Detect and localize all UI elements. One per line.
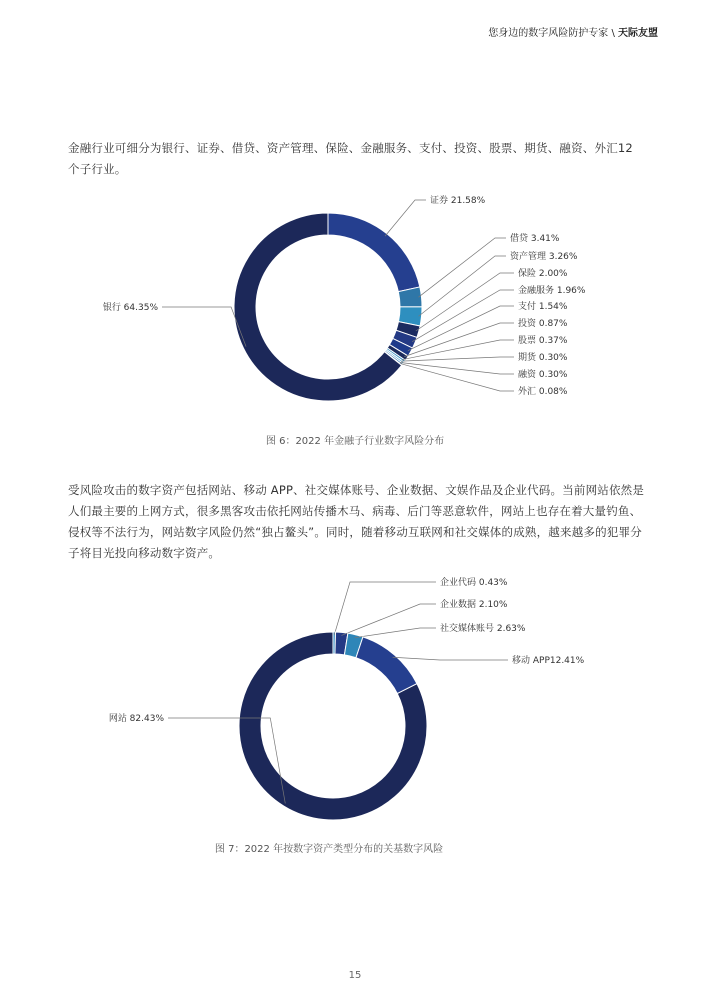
slice-label-8: 期货 0.30% [518, 353, 568, 363]
figure-6-caption: 图 6：2022 年金融子行业数字风险分布 [265, 436, 445, 447]
slice-label-0: 证券 21.58% [430, 196, 486, 206]
slice-label-2: 社交媒体账号 2.63% [440, 624, 526, 634]
slice-label-4: 金融服务 1.96% [518, 286, 586, 296]
leader-line-1 [341, 604, 436, 635]
leader-line-3 [416, 273, 514, 331]
slice-label-2: 资产管理 3.26% [510, 252, 578, 262]
intro-paragraph: 金融行业可细分为银行、证券、借贷、资产管理、保险、金融服务、支付、投资、股票、期货、融资、外汇12 个子行业。 [68, 141, 633, 176]
slice-label-5: 支付 1.54% [518, 302, 568, 312]
slice-label-7: 股票 0.37% [518, 336, 568, 346]
leader-line-0 [334, 582, 436, 635]
leader-line-6 [404, 323, 514, 357]
slice-label-1: 借贷 3.41% [510, 234, 560, 244]
leader-line-3 [393, 657, 508, 660]
slice-label-6: 投资 0.87% [518, 319, 568, 329]
donut-slice-0 [328, 213, 420, 292]
leader-line-1 [418, 238, 506, 297]
slice-label-11: 银行 64.35% [102, 303, 158, 313]
page-header [488, 24, 658, 39]
page-number: 15 [348, 970, 362, 981]
slice-label-3: 保险 2.00% [518, 269, 568, 279]
slice-label-1: 企业数据 2.10% [440, 600, 508, 610]
header-separator: \ [611, 28, 615, 39]
leader-line-10 [399, 363, 514, 391]
leader-line-8 [401, 357, 514, 361]
slice-label-3: 移动 APP12.41% [512, 656, 585, 666]
leader-line-4 [412, 290, 514, 342]
header-brand: 天际友盟 [618, 28, 658, 39]
figure-7-caption: 图 7：2022 年按数字资产类型分布的关基数字风险 [214, 844, 444, 855]
donut-slice-3 [356, 637, 417, 694]
leader-line-7 [402, 340, 514, 360]
header-tagline: 您身边的数字风险防护专家 [488, 28, 609, 39]
leader-line-2 [355, 628, 436, 638]
slice-label-10: 外汇 0.08% [518, 387, 568, 397]
slice-label-4: 网站 82.43% [108, 714, 164, 724]
leader-line-11 [162, 307, 246, 347]
leader-line-0 [385, 200, 426, 236]
finance-subindustry-donut-chart [0, 186, 710, 426]
slice-label-0: 企业代码 0.43% [440, 578, 508, 588]
digital-assets-paragraph: 受风险攻击的数字资产包括网站、移动 APP、社交媒体账号、企业数据、文娱作品及企业代码。当前网站依然是人们最主要的上网方式，很多黑客攻击依托网站传播木马、病毒、后门等恶意软件，网站上也存在着大量钓鱼、侵权等不法行为，网站数字风险仍然“独占鳌头”。同时，随着移动互联网和社交媒体的成熟，越来越多的犯罪分子将目光投向移动数字资产。 [68, 483, 645, 560]
slice-label-9: 融资 0.30% [518, 370, 568, 380]
leader-line-2 [419, 256, 506, 316]
digital-asset-type-donut-chart [0, 568, 710, 828]
